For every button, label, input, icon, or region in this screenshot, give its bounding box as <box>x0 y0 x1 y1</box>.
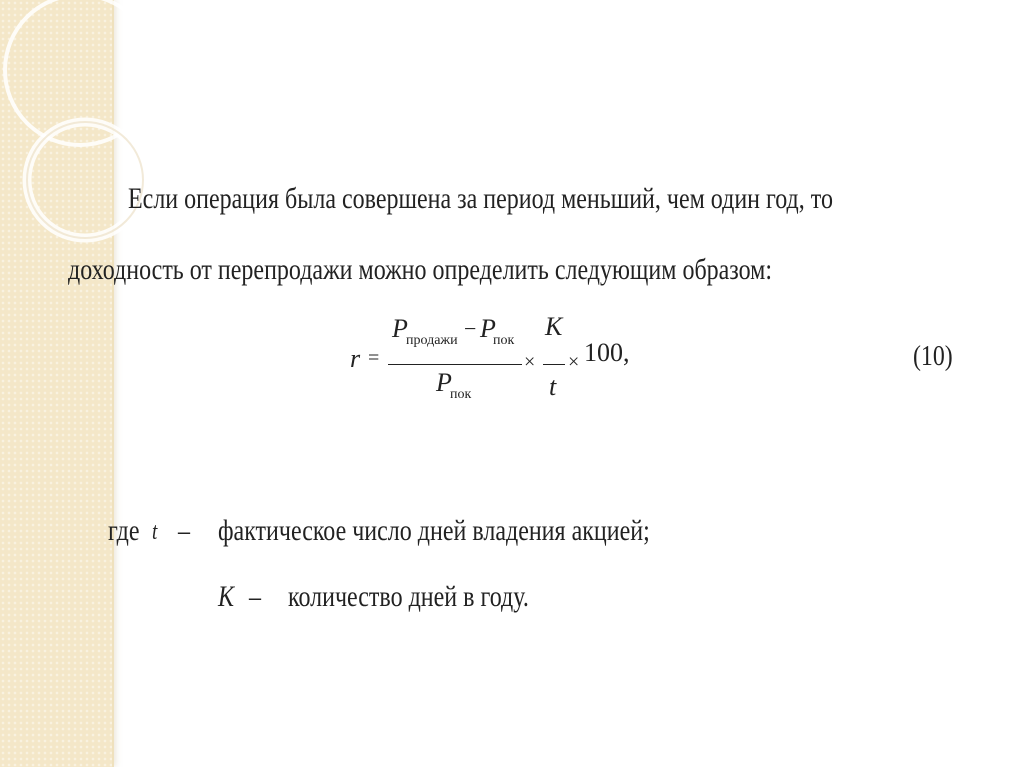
formula-p-sale: P <box>392 314 408 343</box>
formula-times-2: × <box>568 351 580 373</box>
where-var-k: K <box>218 580 235 613</box>
formula-den-p-sub: пок <box>450 387 472 402</box>
paragraph-line-2: доходность от перепродажи можно определить следующим образом: <box>68 253 773 286</box>
formula-r: r <box>350 344 361 373</box>
fraction-bar-k-t <box>543 364 565 365</box>
formula-equals: = <box>368 347 380 369</box>
formula-minus: − <box>464 316 477 341</box>
formula-p-buy-sub: пок <box>493 333 515 348</box>
formula <box>340 308 640 408</box>
where-prefix: где <box>108 514 140 547</box>
formula-t: t <box>549 372 557 401</box>
formula-p-buy: P <box>480 314 496 343</box>
paragraph-line-1: Если операция была совершена за период меньший, чем один год, то <box>128 182 833 215</box>
formula-k: K <box>545 312 563 341</box>
where-var-t: t <box>152 519 158 545</box>
where-dash-1: – <box>178 514 190 547</box>
fraction-bar-main <box>388 364 522 365</box>
formula-p-sale-sub: продажи <box>406 333 458 348</box>
where-dash-2: – <box>249 580 261 613</box>
formula-hundred: 100, <box>584 338 630 367</box>
where-desc-1: фактическое число дней владения акцией; <box>218 514 650 547</box>
formula-times-1: × <box>524 351 536 373</box>
where-desc-2: количество дней в году. <box>288 580 529 613</box>
equation-number: (10) <box>913 341 953 372</box>
formula-den-p: P <box>436 368 452 397</box>
